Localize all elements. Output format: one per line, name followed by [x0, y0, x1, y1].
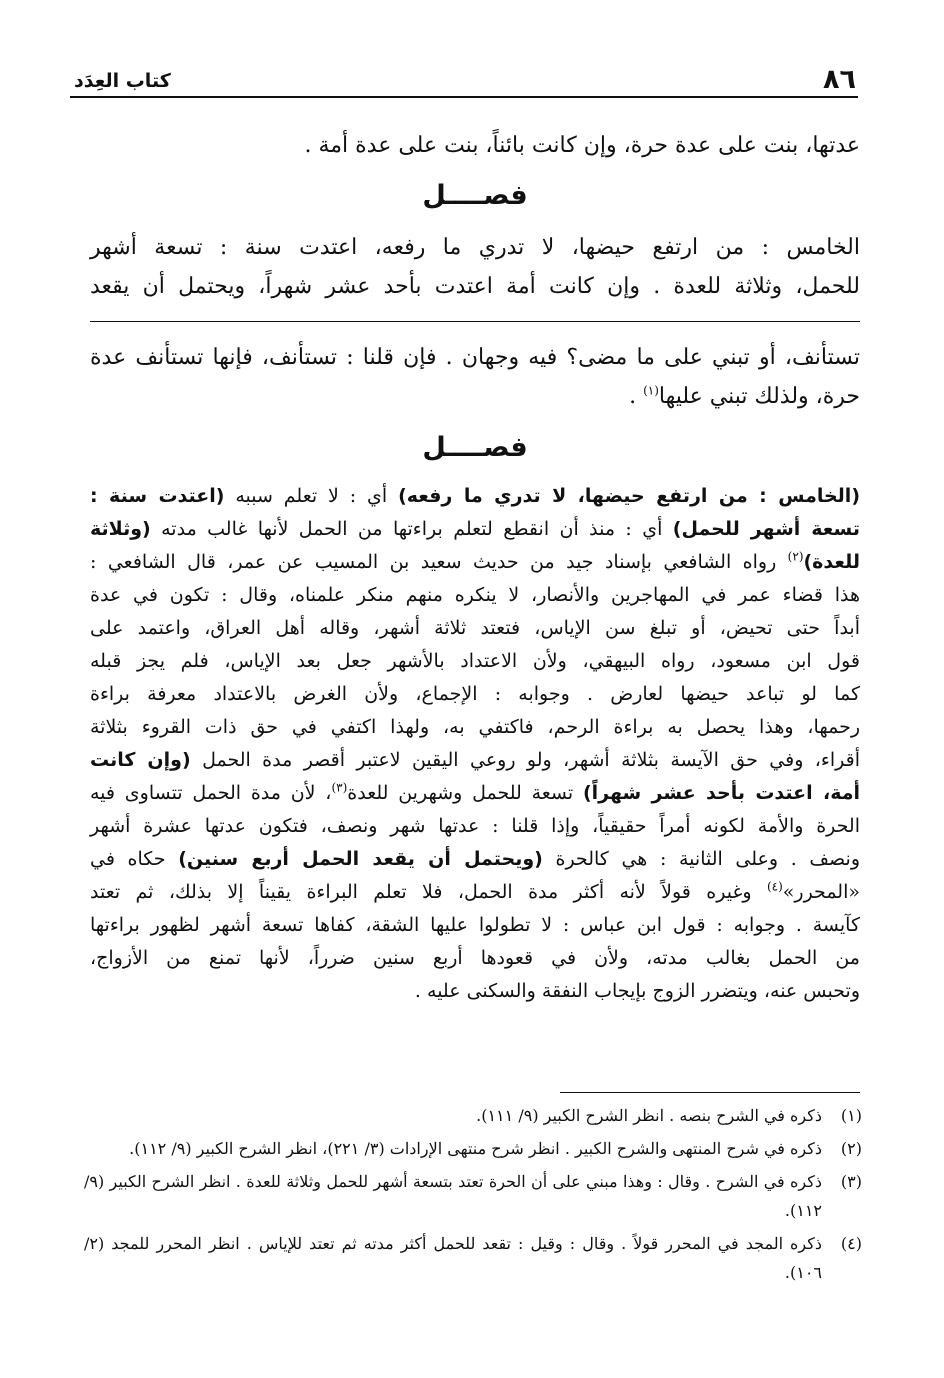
footnote-text: ذكره في الشرح بنصه . انظر الشرح الكبير (٩/ ١١١).: [476, 1106, 822, 1125]
matn-quote: أمة، اعتدت بأحد عشر شهراً): [582, 782, 861, 804]
footnote-text: ذكره المجد في المحرر قولاً . وقال : وقيل : تقعد للحمل أكثر مدته ثم تعتد للإياس . انظر المحرر للمجد (٢/ ١٠٦).: [84, 1234, 822, 1282]
commentary-paragraph: [90, 480, 860, 1008]
commentary-text: الحرة والأمة لكونه أمراً حقيقياً، وإذا قلنا : عدتها شهر ونصف، فتكون عدتها عشرة أشهر: [90, 815, 860, 837]
header-rule: [70, 96, 858, 98]
commentary-text: أبداً حتى تحيض، أو تبلغ سن الإياس، فتعتد ثلاثة أشهر، وقاله أهل العراق، واعتمد على: [90, 617, 860, 639]
matn-quote: (ويحتمل أن يقعد الحمل أربع سنين): [178, 848, 543, 870]
commentary-line: [90, 480, 860, 513]
matn-line: للحمل، وثلاثة للعدة . وإن كانت أمة اعتدت بأحد عشر شهراً، ويحتمل أن يقعد: [90, 274, 860, 299]
continuation-line: [90, 377, 860, 416]
commentary-line: [90, 810, 860, 843]
section-heading-1: فصــــل: [422, 180, 528, 211]
commentary-line: [90, 744, 860, 777]
footnote-number: (٣): [840, 1172, 862, 1191]
continuation-text: حرة، ولذلك تبني عليها: [658, 384, 860, 409]
footnote-ref[interactable]: (١): [643, 383, 659, 398]
commentary-text: تسعة للحمل وشهرين للعدة: [347, 782, 583, 804]
continuation-paragraph: [90, 338, 860, 416]
commentary-text: أقراء، وفي حق الآيسة بثلاثة أشهر، ولو روعي اليقين لاعتبر أقصر مدة الحمل: [190, 749, 860, 771]
continuation-line: تستأنف، أو تبني على ما مضى؟ فيه وجهان . فإن قلنا : تستأنف، فإنها تستأنف عدة: [90, 345, 860, 370]
commentary-text: كآيسة . وجوابه : قول ابن عباس : لا تطولوا عليها الشقة، كفاها تسعة أشهر لظهور براءتها: [90, 914, 860, 936]
matn-quote: تسعة أشهر للحمل): [672, 518, 860, 540]
commentary-text: كما لو تباعد حيضها لعارض . وجوابه : الإجماع، ولأن الغرض بالاعتداد معرفة براءة: [90, 683, 860, 705]
commentary-text: «المحرر»: [782, 881, 860, 903]
commentary-text: وتحبس عنه، ويتضرر الزوج بإيجاب النفقة والسكنى عليه .: [414, 980, 860, 1002]
footnote: [84, 1134, 862, 1163]
commentary-text: رحمها، وهذا يحصل به براءة الرحم، فاكتفي به، ولهذا اكتفي في حق ذات القروء بثلاثة: [90, 716, 860, 738]
running-title: كتاب العِدَد: [74, 70, 171, 92]
commentary-text: وغيره قولاً لأنه أكثر مدة الحمل، فلا تعلم البراءة يقيناً إلا بذلك، ثم تعتد: [90, 881, 767, 903]
commentary-text: هذا قضاء عمر في المهاجرين والأنصار، لا ينكره منهم منكر علمناه، وقال : تكون في عدة: [90, 584, 860, 606]
commentary-line: [90, 777, 860, 810]
matn-divider: [90, 321, 860, 322]
footnote: [84, 1229, 862, 1287]
commentary-line: [90, 546, 860, 579]
matn-quote: (الخامس : من ارتفع حيضها، لا تدري ما رفعه): [398, 485, 861, 507]
footnote-number: (٤): [840, 1234, 862, 1253]
continuation-end: .: [629, 384, 644, 409]
footnote-ref[interactable]: (٤): [766, 879, 783, 894]
page-header: [70, 64, 858, 98]
footnote: [84, 1101, 862, 1130]
commentary-line: [90, 843, 860, 876]
matn-quote: (وثلاثة: [90, 518, 151, 540]
footnote-text: ذكره في شرح المنتهى والشرح الكبير . انظر شرح منتهى الإرادات (٣/ ٢٢١)، انظر الشرح الكبير (٩/ ١١٢).: [129, 1139, 822, 1158]
matn-quote: (اعتدت سنة :: [90, 485, 225, 507]
commentary-line: [90, 612, 860, 645]
commentary-text: ونصف . وعلى الثانية : هي كالحرة: [542, 848, 860, 870]
footnote-text: ذكره في الشرح . وقال : وهذا مبني على أن الحرة تعتد بتسعة أشهر للحمل وثلاثة للعدة . انظر الشرح الكبير (٩/ ١١٢).: [84, 1172, 822, 1220]
matn-quote: (وإن كانت: [90, 749, 191, 771]
matn-line: الخامس : من ارتفع حيضها، لا تدري ما رفعه، اعتدت سنة : تسعة أشهر: [90, 235, 860, 260]
commentary-line: [90, 579, 860, 612]
commentary-line: [90, 711, 860, 744]
commentary-text: حكاه في: [90, 848, 179, 870]
footnote-ref[interactable]: (٢): [787, 549, 804, 564]
opening-text: [90, 126, 860, 165]
opening-line: عدتها، بنت على عدة حرة، وإن كانت بائناً، بنت على عدة أمة .: [304, 133, 860, 158]
footnote-number: (١): [840, 1106, 862, 1125]
commentary-text: أي : لا تعلم سببه: [224, 485, 399, 507]
footnote-divider: [560, 1092, 860, 1093]
commentary-text: رواه الشافعي بإسناد جيد من حديث سعيد بن المسيب عن عمر، قال الشافعي :: [90, 551, 788, 573]
commentary-text: قول ابن مسعود، رواه البيهقي، ولأن الاعتداد بالأشهر جعل بعد الإياس، فلم يجز قبله: [90, 650, 860, 672]
commentary-line: [90, 513, 860, 546]
commentary-line: [90, 678, 860, 711]
commentary-line: [90, 876, 860, 909]
commentary-line: [90, 645, 860, 678]
footnotes: [84, 1101, 862, 1291]
commentary-text: من الحمل بغالب مدته، ولأن في قعودها أربع سنين ضرراً، لأنها تمنع من الأزواج،: [90, 947, 860, 969]
commentary-line: [90, 942, 860, 975]
commentary-text: ، لأن مدة الحمل تتساوى فيه: [90, 782, 332, 804]
footnote-ref[interactable]: (٣): [331, 780, 348, 795]
footnote-number: (٢): [840, 1139, 862, 1158]
footnote: [84, 1167, 862, 1225]
matn-paragraph: [90, 228, 860, 306]
page-number: ٨٦: [823, 64, 856, 95]
section-heading-2: فصــــل: [422, 432, 528, 463]
commentary-text: أي : منذ أن انقطع لتعلم براءتها من الحمل لأنها غالب مدته: [150, 518, 673, 540]
matn-quote: للعدة): [803, 551, 860, 573]
commentary-line: [90, 909, 860, 942]
commentary-line: [90, 975, 860, 1008]
